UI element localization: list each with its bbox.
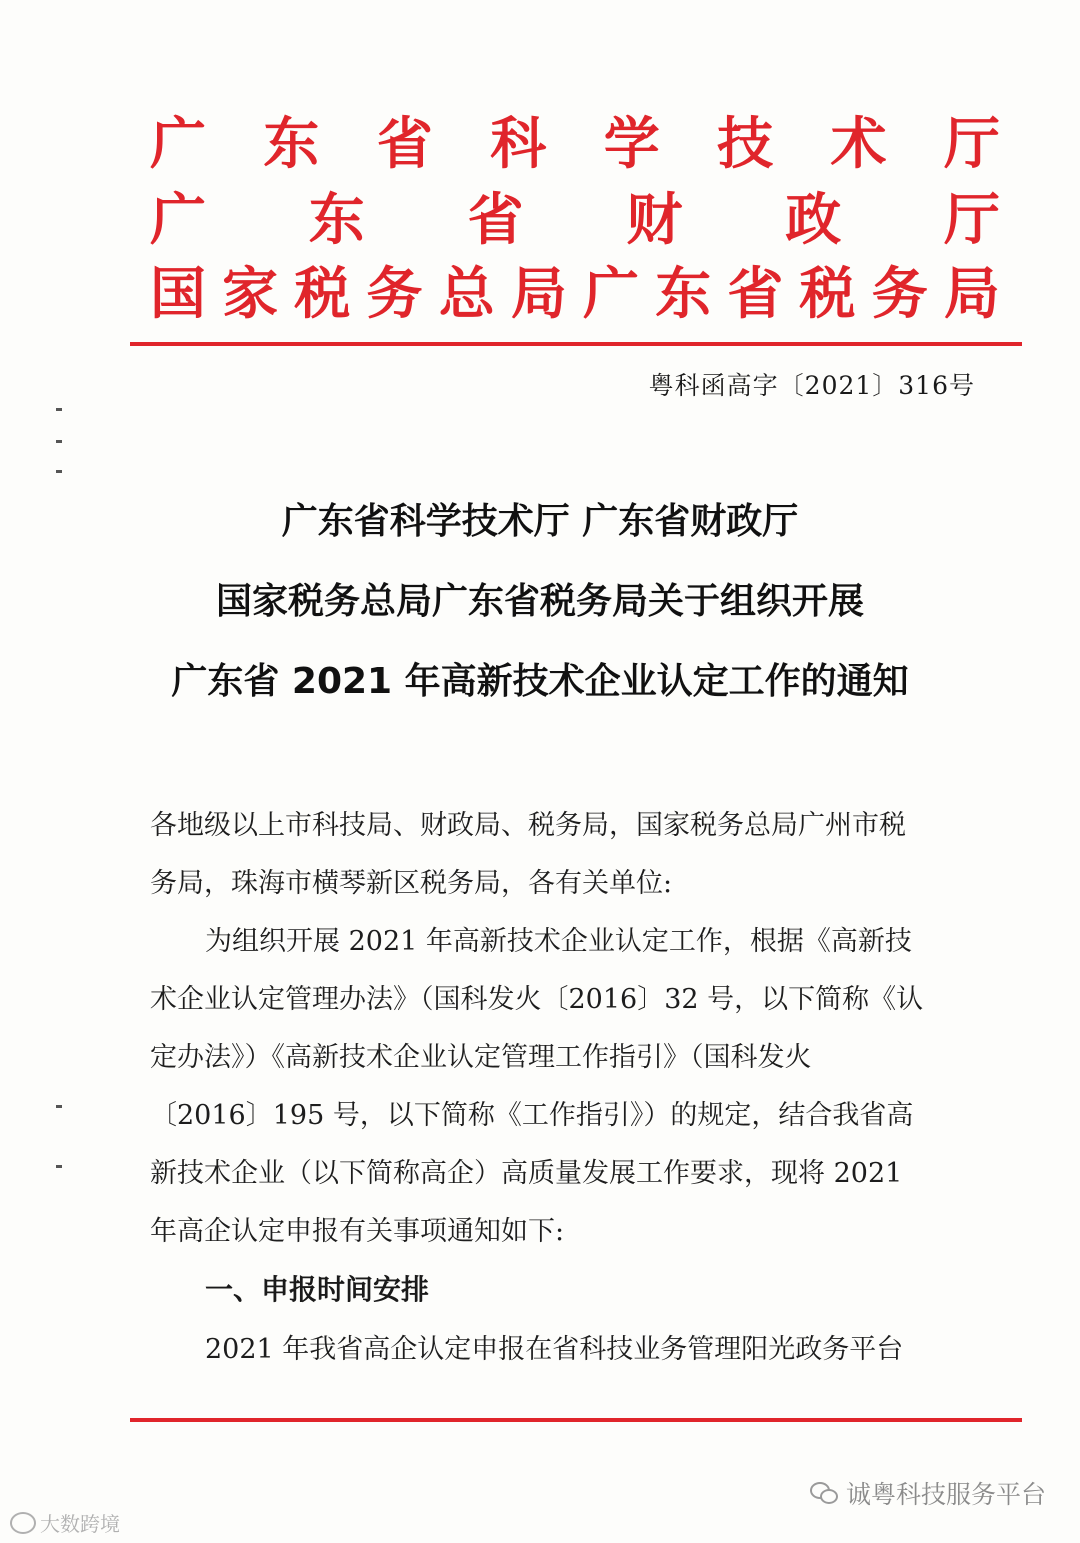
margin-mark	[56, 408, 62, 411]
header-char: 务	[871, 262, 928, 327]
header-char: 东	[655, 262, 712, 327]
watermark-left	[10, 1508, 120, 1537]
header-char: 务	[366, 262, 423, 327]
header-char: 总	[438, 262, 495, 327]
header-char: 广	[150, 112, 206, 177]
header-char: 省	[376, 112, 433, 177]
margin-mark	[56, 440, 62, 443]
margin-mark	[56, 1165, 62, 1168]
header-char: 东	[263, 112, 320, 177]
paragraph-line-5: 新技术企业（以下简称高企）高质量发展工作要求，现将 2021	[150, 1158, 903, 1189]
watermark-right	[810, 1475, 1046, 1511]
header-char: 广	[583, 262, 640, 327]
header-char: 家	[222, 262, 279, 327]
header-char: 科	[490, 112, 547, 177]
margin-mark	[56, 470, 62, 473]
section-heading: 一、申报时间安排	[205, 1273, 430, 1306]
header-char: 局	[510, 262, 567, 327]
margin-mark	[56, 1105, 62, 1108]
header-char: 财	[626, 188, 683, 253]
header-char: 税	[294, 262, 351, 327]
paragraph-line-6: 年高企认定申报有关事项通知如下:	[150, 1216, 565, 1247]
header-char: 学	[603, 112, 660, 177]
red-rule-top	[130, 342, 1022, 346]
header-org-1	[150, 112, 1000, 178]
header-org-2	[150, 188, 1000, 254]
watermark-right-text: 诚粤科技服务平台	[845, 1480, 1046, 1509]
title-line-1: 广东省科学技术厅 广东省财政厅	[281, 501, 799, 542]
paragraph-line-1: 为组织开展 2021 年高新技术企业认定工作，根据《高新技	[205, 926, 912, 957]
header-org-3	[150, 262, 1000, 328]
header-char: 厅	[943, 188, 1000, 253]
wechat-icon	[810, 1482, 838, 1504]
paragraph-line-4: 〔2016〕195 号，以下简称《工作指引》）的规定，结合我省高	[150, 1100, 914, 1131]
paragraph-line-3: 定办法》）《高新技术企业认定管理工作指引》（国科发火	[150, 1042, 812, 1073]
header-char: 政	[785, 188, 842, 253]
recipients-line-2: 务局，珠海市横琴新区税务局，各有关单位:	[150, 868, 673, 899]
header-char: 广	[150, 188, 206, 253]
document-number: 粤科函高字〔2021〕316号	[648, 371, 975, 400]
header-char: 税	[799, 262, 856, 327]
title-line-3: 广东省 2021 年高新技术企业认定工作的通知	[171, 661, 909, 702]
header-char: 省	[727, 262, 784, 327]
header-char: 技	[717, 112, 774, 177]
title-line-2: 国家税务总局广东省税务局关于组织开展	[215, 581, 864, 622]
header-char: 省	[467, 188, 524, 253]
recipients-line-1: 各地级以上市科技局、财政局、税务局，国家税务总局广州市税	[150, 810, 906, 841]
header-char: 东	[308, 188, 365, 253]
section-line-1: 2021 年我省高企认定申报在省科技业务管理阳光政务平台	[205, 1334, 904, 1365]
watermark-left-text: 大数跨境	[40, 1512, 120, 1536]
header-char: 术	[830, 112, 887, 177]
red-rule-bottom	[130, 1418, 1022, 1422]
weibo-icon	[10, 1512, 36, 1534]
header-char: 国	[150, 262, 206, 327]
paragraph-line-2: 术企业认定管理办法》（国科发火〔2016〕32 号，以下简称《认	[150, 984, 924, 1015]
header-char: 厅	[943, 112, 1000, 177]
header-char: 局	[943, 262, 1000, 327]
